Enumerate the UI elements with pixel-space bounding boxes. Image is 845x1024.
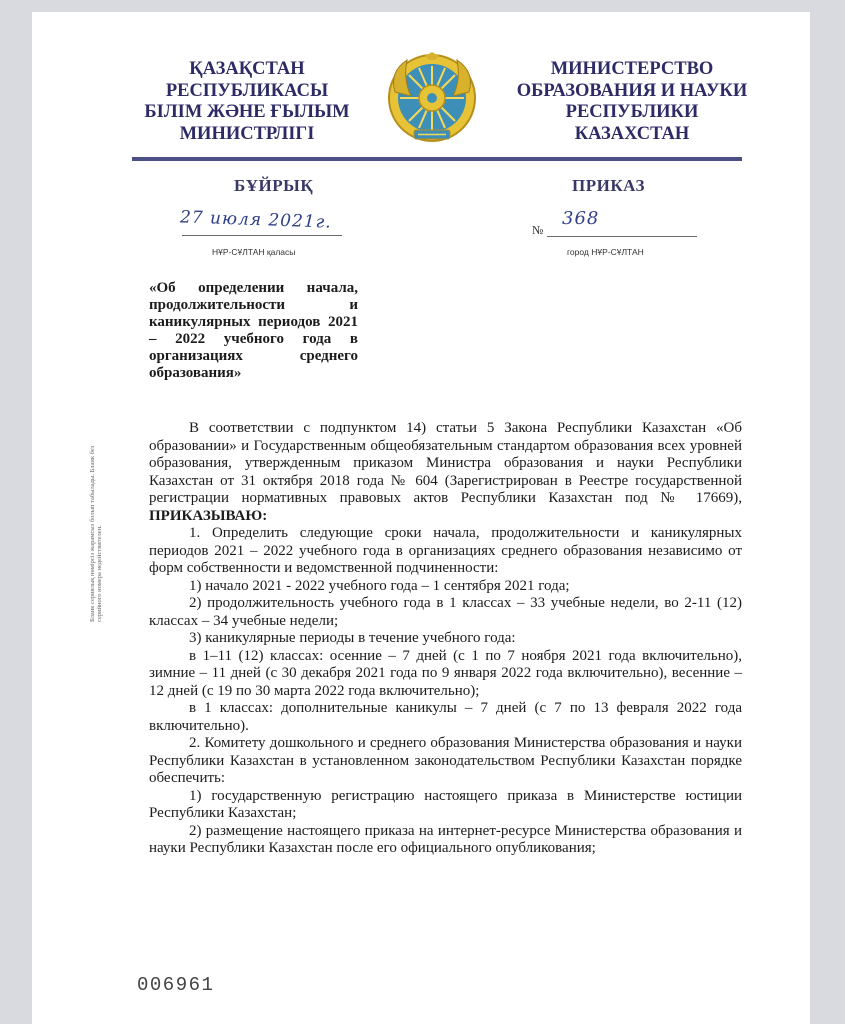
city-kazakh: НҰР-СҰЛТАН қаласы [212,247,296,257]
date-underline [182,235,342,236]
margin-note: Бланк сериялық нөмірсіз жарамсыз болып табылады. Бланк без серийного номера недействителен. [89,445,103,622]
header-left-line: ҚАЗАҚСТАН [189,59,305,79]
header-left-line: РЕСПУБЛИКАСЫ [165,80,329,101]
header-right-line: МИНИСТЕРСТВО [550,59,714,79]
clause-1: 1. Определить следующие сроки начала, продолжительности и каникулярных периодов 2021 – 2022 учебного года в организациях среднего образования независимо от форм собственности и ведомственной подчиненности: [149,525,742,576]
order-word: ПРИКАЗЫВАЮ: [149,507,268,524]
clause-1-1: 1) начало 2021 - 2022 учебного года – 1 сентября 2021 года; [189,577,570,594]
doc-type-kazakh: БҰЙРЫҚ [234,176,314,195]
city-russian: город НҰР-СҰЛТАН [567,247,644,257]
clause-1-3-b: в 1 классах: дополнительные каникулы – 7 дней (с 7 по 13 февраля 2022 года включительно). [149,700,742,734]
header-right-line: ОБРАЗОВАНИЯ И НАУКИ [516,80,748,101]
doc-type-russian: ПРИКАЗ [572,176,645,195]
order-subject: «Об определении начала, продолжительности и каникулярных периодов 2021 – 2022 учебного года в организациях среднего образования» [149,280,358,381]
preamble-paragraph [149,420,742,525]
clause-1-3-a: в 1–11 (12) классах: осенние – 7 дней (с 1 по 7 ноября 2021 года включительно), зимние – 11 дней (с 30 декабря 2021 года по 9 января 2022 года включительно), весенние – 12 дней (с 19 по 30 марта 2022 года включительно); [149,647,742,699]
header-right-russian [497,59,767,145]
preamble-text: В соответствии с подпунктом 14) статьи 5 Закона Республики Казахстан «Об образовании» и Государственным общеобязательным стандартом образования всех уровней образования, утвержденным приказом Министра образования и науки Республики Казахстан от 31 октября 2018 года № 604 (Зарегистрирован в Реестре государственной регистрации нормативных правовых актов Республики Казахстан под № 17669), [149,420,742,506]
clause-1-2: 2) продолжительность учебного года в 1 классах – 33 учебные недели, во 2-11 (12) классах – 34 учебные недели; [149,595,742,629]
header-left-kazakh [112,59,382,145]
header-divider [132,157,742,161]
header-left-line: БІЛІМ ЖӘНЕ ҒЫЛЫМ [144,102,350,122]
clause-2-1: 1) государственную регистрацию настоящего приказа в Министерстве юстиции Республики Казахстан; [149,787,742,821]
header-right-line: РЕСПУБЛИКИ [565,102,699,122]
clause-2: 2. Комитету дошкольного и среднего образования Министерства образования и науки Республики Казахстан в установленном законодательством Республики Казахстан порядке обеспечить: [149,735,742,786]
clause-1-3: 3) каникулярные периоды в течение учебного года: [189,630,516,646]
blank-serial-number: 006961 [137,974,215,996]
number-label: № [532,223,544,237]
clause-2-2: 2) размещение настоящего приказа на интернет-ресурсе Министерства образования и науки Республики Казахстан после его официального опубликования; [149,822,742,856]
header-left-line: МИНИСТРЛІГІ [179,123,315,144]
handwritten-order-number: 368 [562,208,600,229]
handwritten-date: 27 июля 2021г. [179,207,333,233]
number-underline [547,236,697,237]
order-body [149,420,742,858]
kazakhstan-state-emblem-icon [387,52,477,144]
header-right-line: КАЗАХСТАН [574,123,690,144]
document-page [32,12,810,1024]
